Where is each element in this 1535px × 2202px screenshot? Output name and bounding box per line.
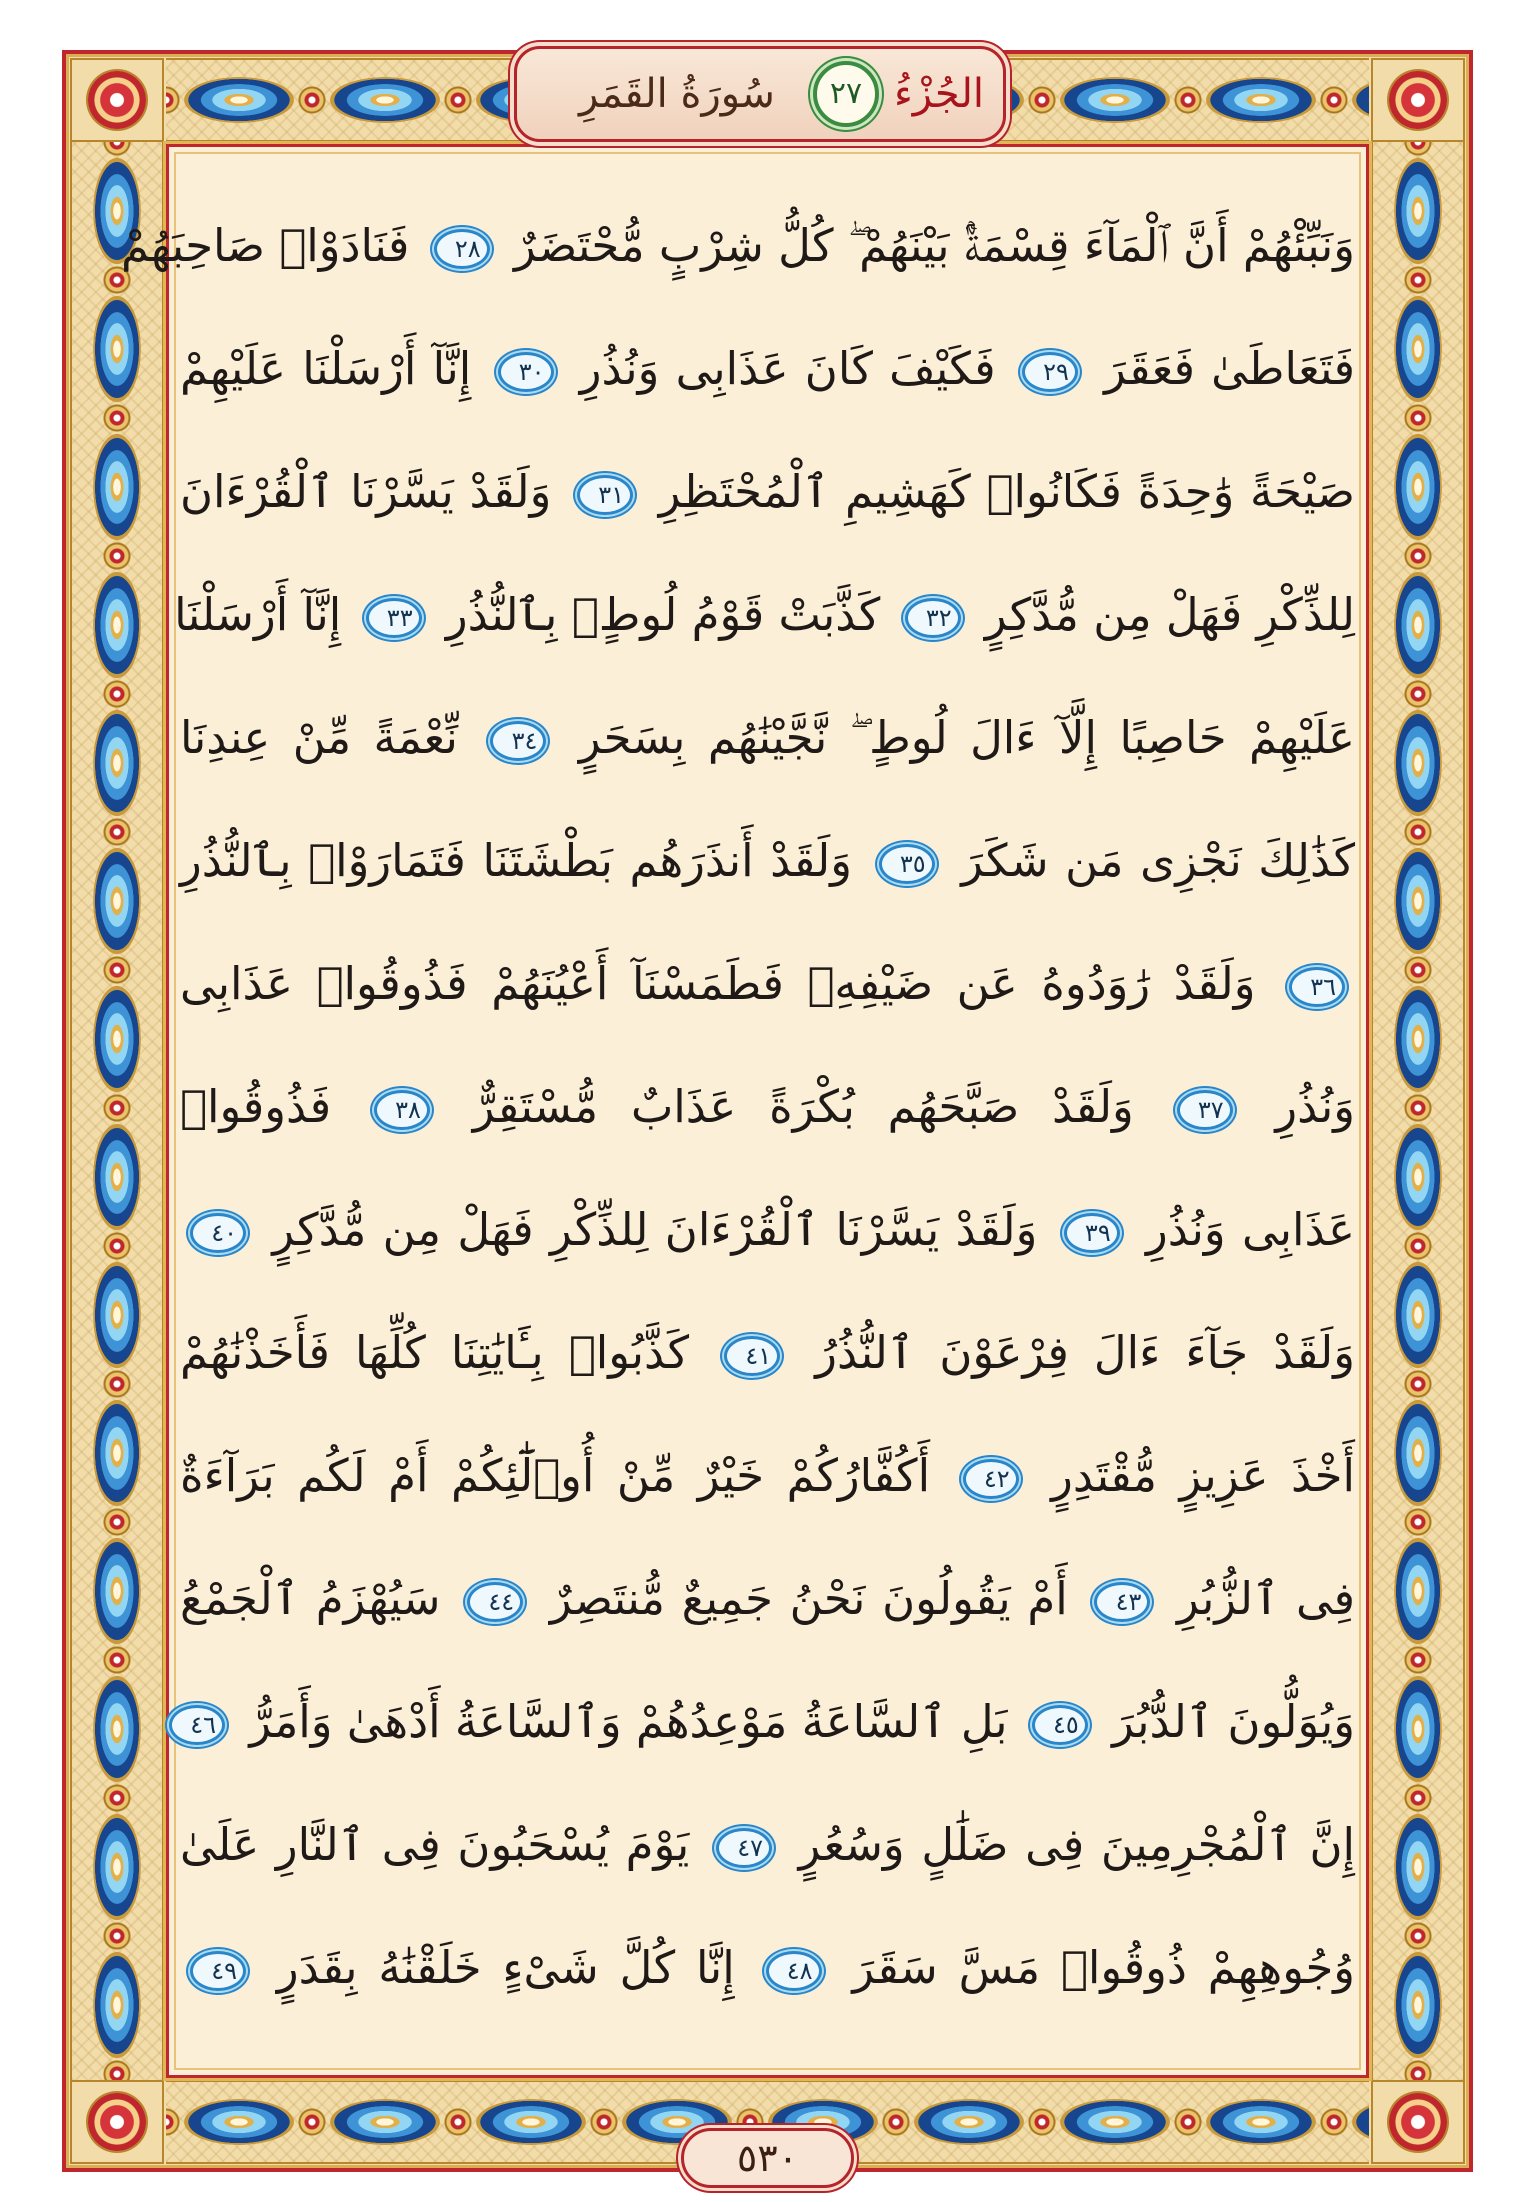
- ayah-number-marker: ٣١: [577, 475, 633, 515]
- verse-text: وَلَقَدْ أَنذَرَهُم بَطْشَتَنَا فَتَمَارَوْا۟ بِٱلنُّذُرِ: [180, 834, 852, 887]
- corner-bottom-left: [70, 2080, 164, 2164]
- ayah-number-marker: ٤٨: [766, 1951, 822, 1991]
- right-ornament-band: [1371, 142, 1465, 2080]
- verse-text: وَيُوَلُّونَ ٱلدُّبُرَ: [1112, 1695, 1355, 1748]
- ayah-number-marker: ٣٧: [1177, 1090, 1233, 1130]
- verse-text: صَيْحَةً وَٰحِدَةً فَكَانُوا۟ كَهَشِيمِ ٱلْمُحْتَظِرِ: [658, 465, 1355, 518]
- ayah-number-marker: ٤٧: [716, 1828, 772, 1868]
- verse-text: وَلَقَدْ جَآءَ ءَالَ فِرْعَوْنَ ٱلنُّذُرُ: [815, 1326, 1355, 1379]
- ayah-number-marker: ٤٦: [169, 1705, 225, 1745]
- corner-rosette-icon: [88, 2093, 146, 2151]
- verse-text: إِنَّآ أَرْسَلْنَا: [174, 588, 342, 641]
- ayah-number-marker: ٤٣: [1094, 1582, 1150, 1622]
- ayah-number-marker: ٤١: [724, 1336, 780, 1376]
- verse-text: فَكَيْفَ كَانَ عَذَابِى وَنُذُرِ: [579, 342, 996, 395]
- surah-name: سُورَةُ القَمَرِ: [579, 71, 775, 117]
- verse-text: وَلَقَدْ يَسَّرْنَا ٱلْقُرْءَانَ لِلذِّكْرِ فَهَلْ مِن مُّدَّكِرٍ: [272, 1203, 1038, 1256]
- ayah-number-marker: ٣٤: [490, 721, 546, 761]
- verse-text: عَلَيْهِمْ حَاصِبًا إِلَّآ ءَالَ لُوطٍ ۖ نَّجَّيْنَٰهُم بِسَحَرٍ: [578, 711, 1355, 764]
- verse-text: عَذَابِى وَنُذُرِ: [1146, 1203, 1355, 1256]
- text-line: [180, 1537, 1355, 1660]
- verse-text: كَذَّبُوا۟ بِـَٔايَٰتِنَا كُلِّهَا فَأَخَذْنَٰهُمْ: [180, 1326, 690, 1379]
- verse-text: إِنَّا كُلَّ شَىْءٍ خَلَقْنَٰهُ بِقَدَرٍ: [276, 1941, 735, 1994]
- verse-text-block: [120, 184, 1356, 2029]
- verse-text: وُجُوهِهِمْ ذُوقُوا۟ مَسَّ سَقَرَ: [852, 1941, 1355, 1994]
- verse-text: نِّعْمَةً مِّنْ عِندِنَا: [180, 711, 458, 764]
- text-line: [180, 676, 1355, 799]
- text-line: [180, 307, 1355, 430]
- juz-label: الجُزْءُ: [894, 71, 984, 117]
- verse-text: وَنُذُرِ: [1275, 1080, 1355, 1133]
- ayah-number-marker: ٤٠: [190, 1213, 246, 1253]
- verse-text: وَلَقَدْ يَسَّرْنَا ٱلْقُرْءَانَ: [180, 465, 552, 518]
- ayah-number-marker: ٤٥: [1032, 1705, 1088, 1745]
- text-line: [180, 1783, 1355, 1906]
- verse-text: إِنَّآ أَرْسَلْنَا عَلَيْهِمْ: [180, 342, 472, 395]
- text-line: [180, 799, 1355, 922]
- corner-bottom-right: [1371, 2080, 1465, 2164]
- verse-text: وَنَبِّئْهُمْ أَنَّ ٱلْمَآءَ قِسْمَةٌۢ بَيْنَهُمْ ۖ كُلُّ شِرْبٍ مُّحْتَضَرٌ: [513, 219, 1355, 272]
- verse-text: كَذَّبَتْ قَوْمُ لُوطٍۭ بِٱلنُّذُرِ: [445, 588, 881, 641]
- text-line: [180, 1168, 1355, 1291]
- text-line: [120, 184, 1355, 307]
- text-line: [180, 1291, 1355, 1414]
- ayah-number-marker: ٣٠: [498, 352, 554, 392]
- ayah-number-marker: ٣٨: [374, 1090, 430, 1130]
- verse-text: فَتَعَاطَىٰ فَعَقَرَ: [1104, 342, 1355, 395]
- ayah-number-marker: ٤٢: [963, 1459, 1019, 1499]
- verse-text: سَيُهْزَمُ ٱلْجَمْعُ: [180, 1572, 441, 1625]
- ayah-number-marker: ٣٢: [905, 598, 961, 638]
- ayah-number-marker: ٣٦: [1289, 967, 1345, 1007]
- ayah-number-marker: ٣٩: [1064, 1213, 1120, 1253]
- ayah-number-marker: ٣٥: [879, 844, 935, 884]
- verse-text: أَخْذَ عَزِيزٍ مُّقْتَدِرٍ: [1051, 1449, 1355, 1502]
- text-line: [174, 553, 1355, 676]
- text-line: [180, 1045, 1355, 1168]
- verse-text: يَوْمَ يُسْحَبُونَ فِى ٱلنَّارِ عَلَىٰ: [180, 1818, 690, 1871]
- text-line: [180, 430, 1355, 553]
- text-line: [180, 1906, 1355, 2029]
- corner-rosette-icon: [1389, 71, 1447, 129]
- corner-top-right: [1371, 58, 1465, 142]
- verse-text: كَذَٰلِكَ نَجْزِى مَن شَكَرَ: [961, 834, 1355, 887]
- text-line: [180, 922, 1355, 1045]
- ayah-number-marker: ٣٣: [366, 598, 422, 638]
- corner-top-left: [70, 58, 164, 142]
- verse-text: لِلذِّكْرِ فَهَلْ مِن مُّدَّكِرٍ: [984, 588, 1355, 641]
- ayah-number-marker: ٢٨: [434, 229, 490, 269]
- verse-text: فَذُوقُوا۟: [180, 1080, 332, 1133]
- ayah-number-marker: ٤٤: [467, 1582, 523, 1622]
- page-header: [514, 46, 1006, 142]
- verse-text: أَمْ يَقُولُونَ نَحْنُ جَمِيعٌ مُّنتَصِرٌ: [549, 1572, 1068, 1625]
- verse-text: بَلِ ٱلسَّاعَةُ مَوْعِدُهُمْ وَٱلسَّاعَةُ أَدْهَىٰ وَأَمَرُّ: [249, 1695, 1008, 1748]
- verse-text: فِى ٱلزُّبُرِ: [1177, 1572, 1355, 1625]
- verse-text: وَلَقَدْ رَٰوَدُوهُ عَن ضَيْفِهِۦ فَطَمَسْنَآ أَعْيُنَهُمْ فَذُوقُوا۟ عَذَابِى: [180, 957, 1256, 1010]
- page-number: ٥٣٠: [681, 2128, 854, 2188]
- verse-text: أَكُفَّارُكُمْ خَيْرٌ مِّنْ أُو۟لَٰٓئِكُمْ أَمْ لَكُم بَرَآءَةٌ: [180, 1449, 931, 1502]
- text-line: [180, 1660, 1355, 1783]
- juz-number-badge: ٢٧: [813, 61, 879, 127]
- ayah-number-marker: ٤٩: [190, 1951, 246, 1991]
- verse-text: وَلَقَدْ صَبَّحَهُم بُكْرَةً عَذَابٌ مُّسْتَقِرٌّ: [472, 1080, 1134, 1133]
- left-ornament-band: [70, 142, 164, 2080]
- verse-text: إِنَّ ٱلْمُجْرِمِينَ فِى ضَلَٰلٍ وَسُعُرٍ: [798, 1818, 1356, 1871]
- corner-rosette-icon: [88, 71, 146, 129]
- corner-rosette-icon: [1389, 2093, 1447, 2151]
- ayah-number-marker: ٢٩: [1022, 352, 1078, 392]
- text-line: [180, 1414, 1355, 1537]
- verse-text: فَنَادَوْا۟ صَاحِبَهُمْ: [120, 219, 410, 272]
